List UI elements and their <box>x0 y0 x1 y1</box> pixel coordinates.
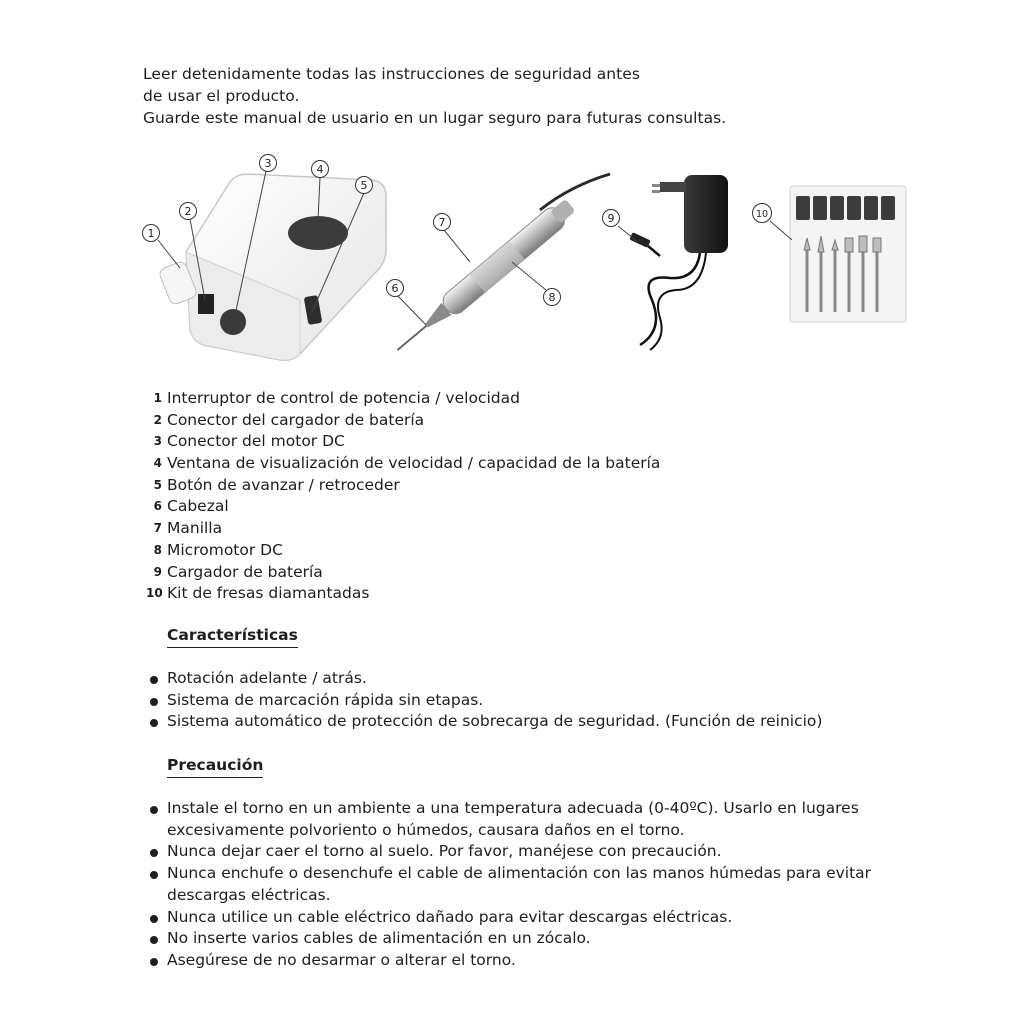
control-box-image <box>158 174 386 360</box>
callout-10 <box>753 204 772 223</box>
list-item: 7 Manilla <box>153 519 223 538</box>
list-item: 6 Cabezal <box>153 497 229 516</box>
bits-kit-image <box>790 186 906 322</box>
intro-line: Leer detenidamente todas las instrucciones de seguridad antes <box>143 65 640 83</box>
features-heading: Características <box>167 626 298 648</box>
bullet-icon <box>150 915 158 923</box>
svg-text:4: 4 <box>316 163 324 176</box>
bullet-icon <box>150 871 158 879</box>
bullet-icon <box>150 719 158 727</box>
list-item: 5 Botón de avanzar / retroceder <box>153 475 400 494</box>
bullet-icon <box>150 849 158 857</box>
callout-8 <box>544 289 561 306</box>
callout-9 <box>603 210 620 227</box>
callout-2 <box>180 203 197 220</box>
list-item: Nunca dejar caer el torno al suelo. Por favor, manéjese con precaución. <box>150 841 871 863</box>
svg-text:2: 2 <box>184 205 192 218</box>
list-item: Rotación adelante / atrás. <box>150 668 822 690</box>
part-label: Botón de avanzar / retroceder <box>167 475 400 494</box>
list-item: 4 Ventana de visualización de velocidad / capacidad de la batería <box>153 454 661 473</box>
bullet-icon <box>150 958 158 966</box>
intro-line: Guarde este manual de usuario en un lugar seguro para futuras consultas. <box>143 109 727 127</box>
svg-text:7: 7 <box>438 216 446 229</box>
list-item: 8 Micromotor DC <box>153 540 283 559</box>
svg-text:6: 6 <box>391 282 399 295</box>
callout-1 <box>143 225 160 242</box>
list-item: Instale el torno en un ambiente a una temperatura adecuada (0-40ºC). Usarlo en lugares excesivamente polvoriento o húmedos, causara daños en el torno. <box>150 798 871 841</box>
list-item: Nunca enchufe o desenchufe el cable de alimentación con las manos húmedas para evitar descargas eléctricas. <box>150 863 871 906</box>
callout-3 <box>260 155 277 172</box>
svg-text:9: 9 <box>607 212 615 225</box>
part-label: Micromotor DC <box>167 540 283 559</box>
part-label: Kit de fresas diamantadas <box>167 584 370 603</box>
svg-text:10: 10 <box>755 209 769 220</box>
svg-text:8: 8 <box>548 291 556 304</box>
product-figure <box>0 150 1024 370</box>
caution-list <box>150 798 871 972</box>
list-item: No inserte varios cables de alimentación en un zócalo. <box>150 928 871 950</box>
part-label: Interruptor de control de potencia / velocidad <box>167 389 520 407</box>
caution-heading: Precaución <box>167 756 263 778</box>
part-label: Manilla <box>167 519 223 538</box>
bullet-icon <box>150 806 158 814</box>
list-item: 1 Interruptor de control de potencia / velocidad <box>153 389 520 407</box>
svg-text:3: 3 <box>264 157 272 170</box>
bullet-icon <box>150 676 158 684</box>
part-label: Conector del motor DC <box>167 432 345 451</box>
callout-4 <box>312 161 329 178</box>
intro-text <box>143 63 726 129</box>
part-label: Cabezal <box>167 497 229 516</box>
svg-text:1: 1 <box>147 227 155 240</box>
list-item: 10 Kit de fresas diamantadas <box>146 584 370 603</box>
list-item: 9 Cargador de batería <box>153 562 323 581</box>
callout-7 <box>434 214 451 231</box>
charger-image <box>629 175 728 350</box>
part-label: Conector del cargador de batería <box>167 410 425 429</box>
callout-6 <box>387 280 404 297</box>
list-item: 2 Conector del cargador de batería <box>153 410 425 429</box>
list-item: Nunca utilice un cable eléctrico dañado para evitar descargas eléctricas. <box>150 907 871 929</box>
part-label: Cargador de batería <box>167 562 323 581</box>
bullet-icon <box>150 936 158 944</box>
part-label: Ventana de visualización de velocidad / capacidad de la batería <box>167 454 661 473</box>
intro-line: de usar el producto. <box>143 87 300 105</box>
features-list <box>150 668 822 733</box>
list-item: Sistema de marcación rápida sin etapas. <box>150 690 822 712</box>
list-item: 3 Conector del motor DC <box>153 432 345 451</box>
list-item: Asegúrese de no desarmar o alterar el torno. <box>150 950 871 972</box>
svg-text:5: 5 <box>360 179 368 192</box>
list-item: Sistema automático de protección de sobrecarga de seguridad. (Función de reinicio) <box>150 711 822 733</box>
callout-5 <box>356 177 373 194</box>
parts-list <box>146 388 660 605</box>
bullet-icon <box>150 698 158 706</box>
handpiece-image <box>390 174 610 359</box>
